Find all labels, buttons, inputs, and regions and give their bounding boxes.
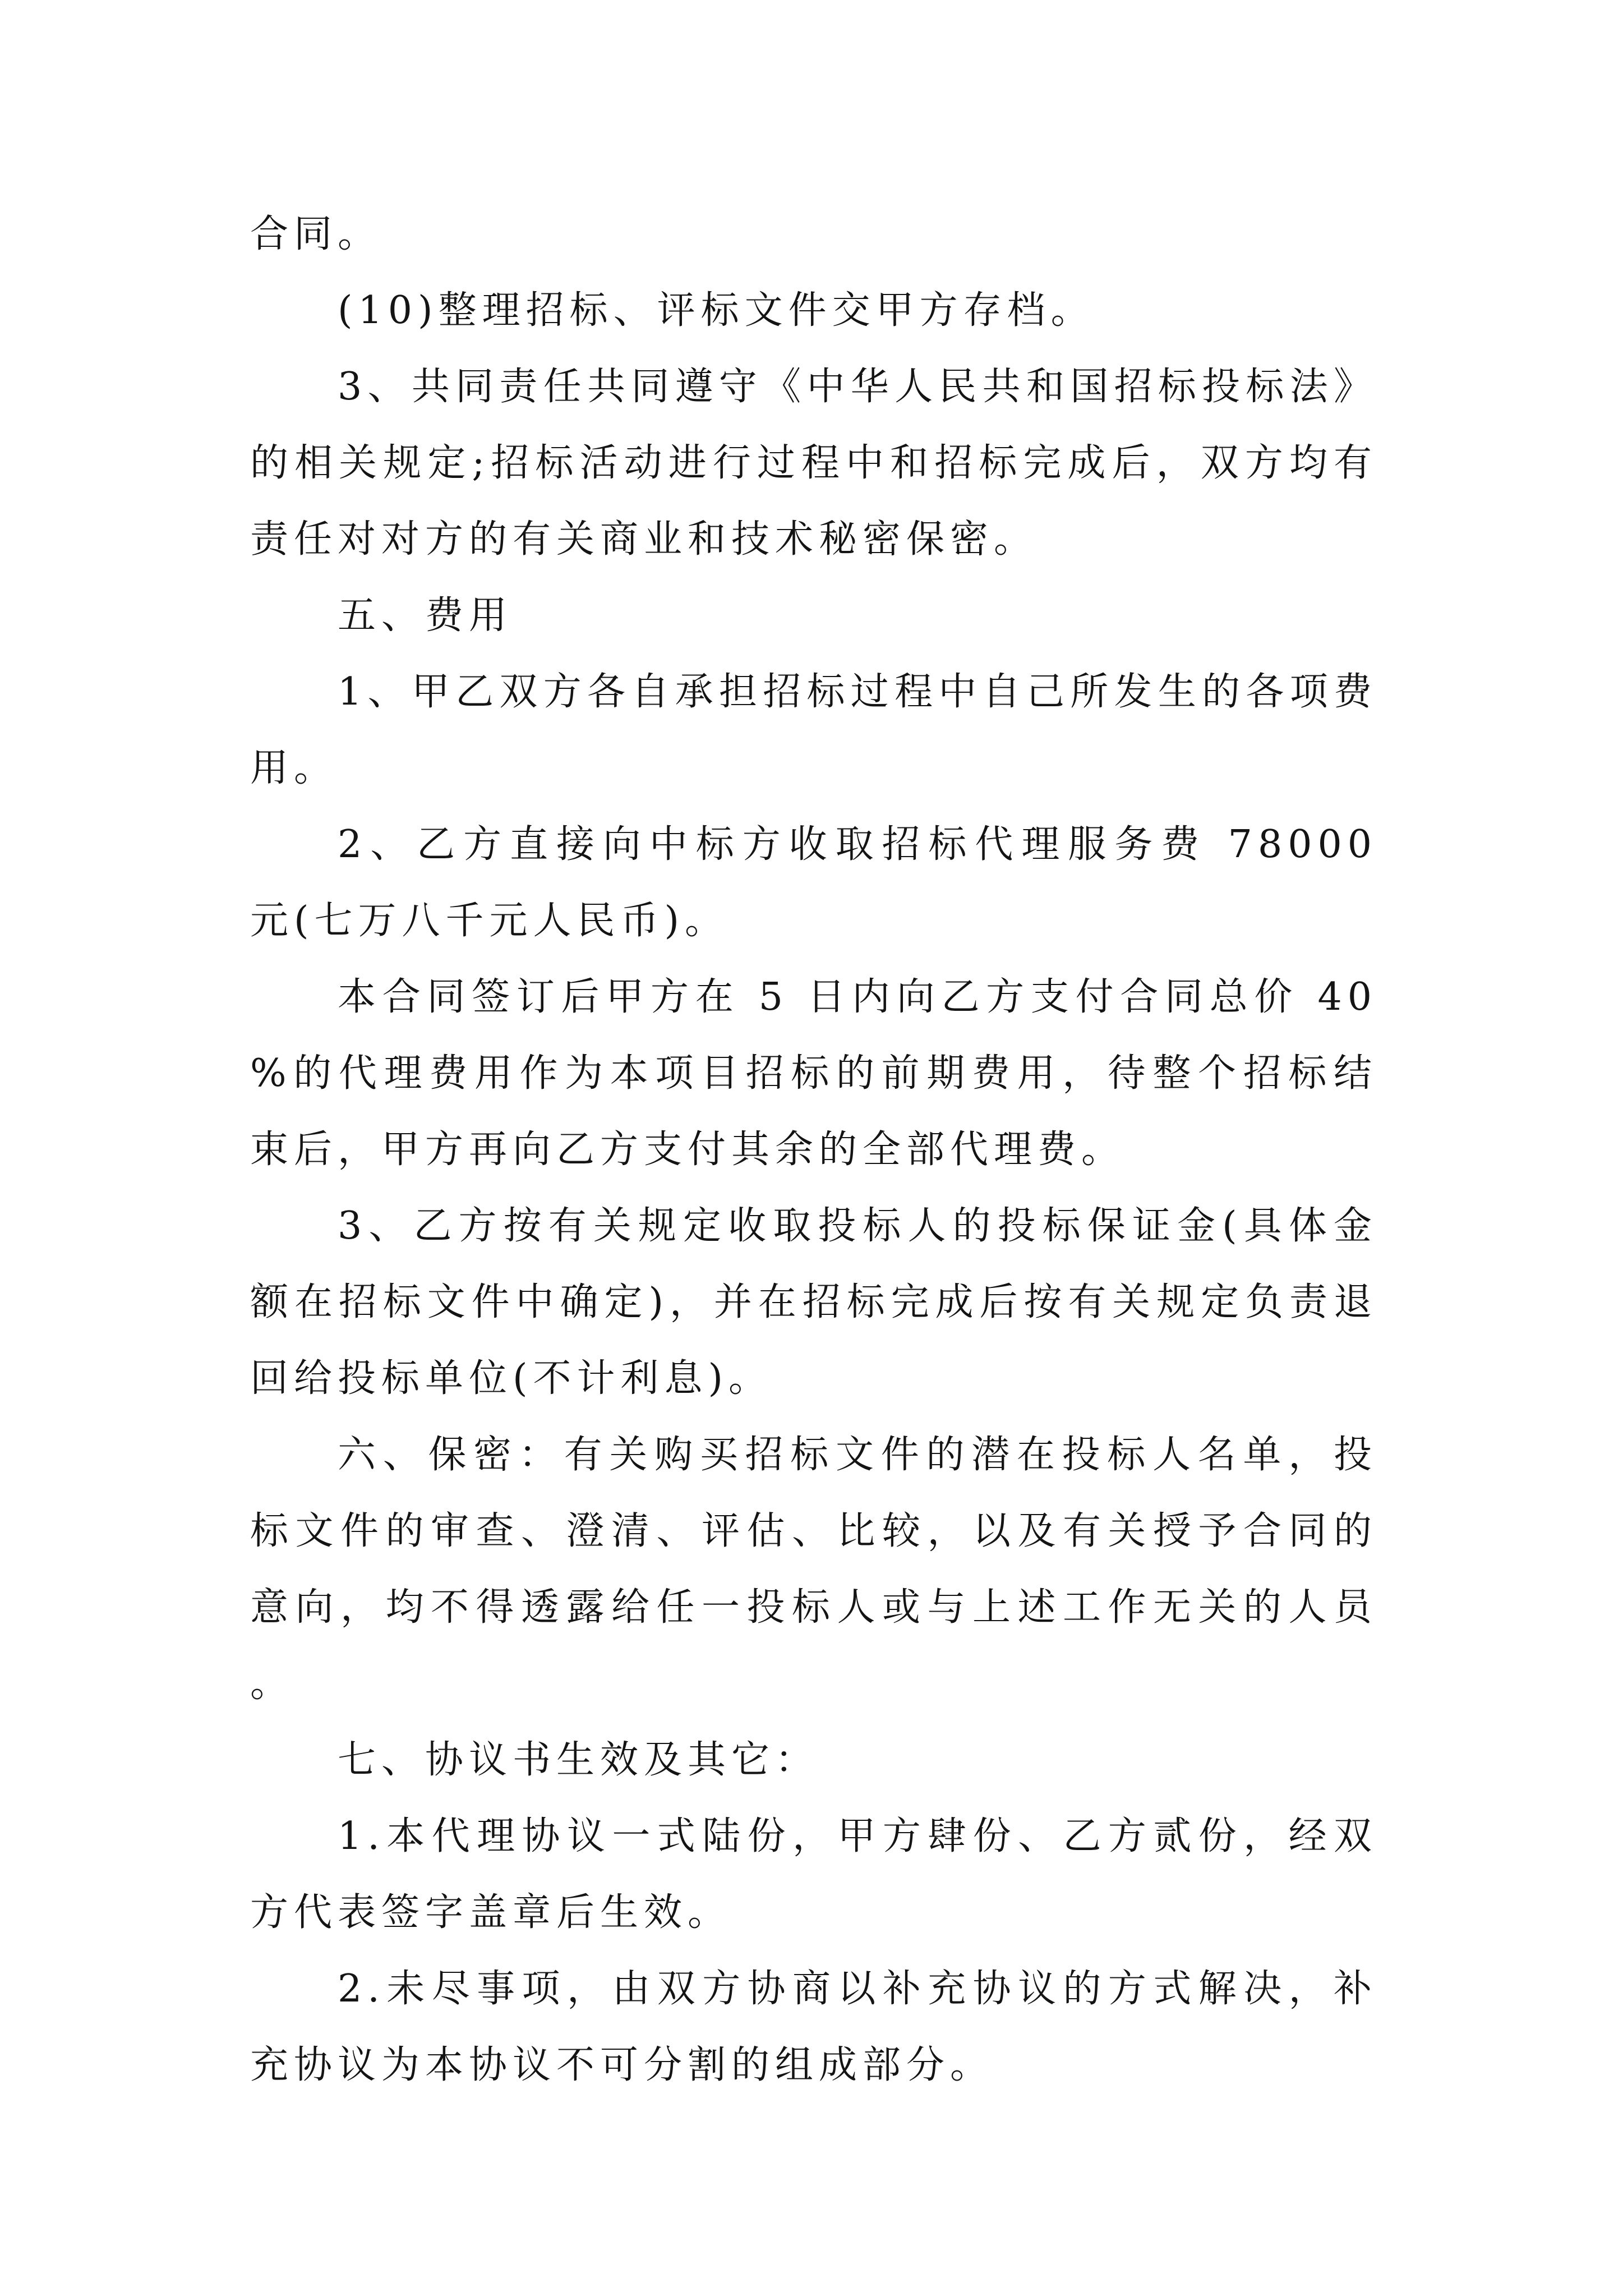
paragraph-effectiveness-1: 1.本代理协议一式陆份，甲方肆份、乙方贰份，经双方代表签字盖章后生效。 bbox=[250, 1814, 1377, 1935]
section-heading-effectiveness: 七、协议书生效及其它： bbox=[338, 1738, 819, 1782]
paragraph-joint-responsibility: 3、共同责任共同遵守《中华人民共和国招标投标法》的相关规定;招标活动进行过程中和招标完成后，双方均有责任对对方的有关商业和技术秘密保密。 bbox=[250, 365, 1377, 562]
paragraph-fees-2: 2、乙方直接向中标方收取招标代理服务费 78000 元(七万八千元人民币)。 bbox=[250, 822, 1377, 943]
paragraph-fees-3: 3、乙方按有关规定收取投标人的投标保证金(具体金额在招标文件中确定)，并在招标完成后按有关规定负责退回给投标单位(不计利息)。 bbox=[250, 1204, 1377, 1401]
paragraph-item-10: (10)整理招标、评标文件交甲方存档。 bbox=[338, 288, 1095, 333]
paragraph-fees-1: 1、甲乙双方各自承担招标过程中自己所发生的各项费用。 bbox=[250, 670, 1377, 790]
paragraph-effectiveness-2: 2.未尽事项，由双方协商以补充协议的方式解决，补充协议为本协议不可分割的组成部分。 bbox=[250, 1967, 1377, 2087]
section-confidentiality: 六、保密：有关购买招标文件的潜在投标人名单，投标文件的审查、澄清、评估、比较，以及有关授予合同的意向，均不得透露给任一投标人或与上述工作无关的人员。 bbox=[250, 1433, 1377, 1706]
section-heading-fees: 五、费用 bbox=[338, 593, 513, 638]
paragraph-payment-terms: 本合同签订后甲方在 5 日内向乙方支付合同总价 40%的代理费用作为本项目招标的前期费用，待整个招标结束后，甲方再向乙方支付其余的全部代理费。 bbox=[250, 975, 1377, 1172]
document-body bbox=[250, 196, 1377, 2104]
paragraph-contract-end: 合同。 bbox=[250, 212, 382, 256]
